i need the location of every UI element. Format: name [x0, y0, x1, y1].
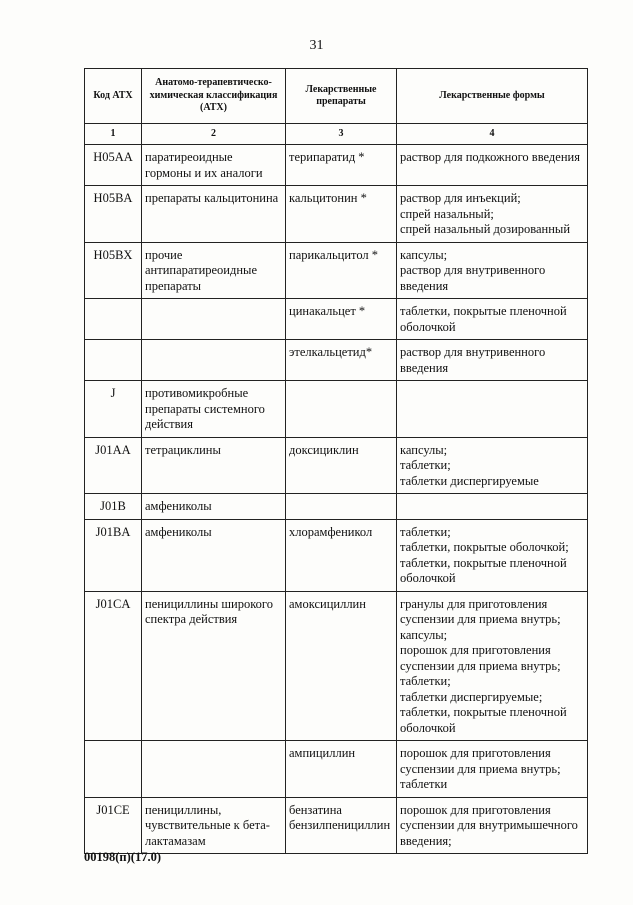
- dosage-forms-cell: гранулы для приготовления суспензии для приема внутрь; капсулы; порошок для приготовления суспензии для приема внутрь; таблетки; таблетки диспергируемые; таблетки, покрытые пленочной оболочкой: [397, 591, 588, 741]
- dosage-forms-cell: [397, 381, 588, 438]
- atx-classification-cell: пенициллины, чувствительные к бета-лактамазам: [142, 797, 286, 854]
- atx-classification-cell: прочие антипаратиреоидные препараты: [142, 242, 286, 299]
- atx-classification-cell: тетрациклины: [142, 437, 286, 494]
- atx-code-cell: J01B: [85, 494, 142, 520]
- dosage-forms-cell: таблетки, покрытые пленочной оболочкой: [397, 299, 588, 340]
- atx-classification-cell: [142, 340, 286, 381]
- drug-name-cell: бензатина бензилпенициллин: [286, 797, 397, 854]
- atx-classification-cell: паратиреоидные гормоны и их аналоги: [142, 145, 286, 186]
- atx-code-cell: J01CE: [85, 797, 142, 854]
- dosage-forms-cell: капсулы; таблетки; таблетки диспергируемые: [397, 437, 588, 494]
- dosage-forms-cell: порошок для приготовления суспензии для внутримышечного введения;: [397, 797, 588, 854]
- drug-name-cell: амоксициллин: [286, 591, 397, 741]
- atx-classification-cell: препараты кальцитонина: [142, 186, 286, 243]
- atx-classification-cell: пенициллины широкого спектра действия: [142, 591, 286, 741]
- atx-code-cell: J01AA: [85, 437, 142, 494]
- atx-code-cell: [85, 741, 142, 798]
- atx-code-cell: H05BX: [85, 242, 142, 299]
- table-row: [85, 741, 588, 798]
- drug-name-cell: доксициклин: [286, 437, 397, 494]
- column-number: 3: [286, 124, 397, 145]
- drug-name-cell: терипаратид *: [286, 145, 397, 186]
- page-number: 31: [309, 38, 324, 53]
- dosage-forms-cell: раствор для внутривенного введения: [397, 340, 588, 381]
- header-atx-classification: Анатомо-терапевтическо-химическая классификация (АТХ): [142, 69, 286, 124]
- dosage-forms-cell: раствор для подкожного введения: [397, 145, 588, 186]
- column-number: 4: [397, 124, 588, 145]
- atx-classification-cell: [142, 741, 286, 798]
- table-row: [85, 299, 588, 340]
- dosage-forms-cell: капсулы; раствор для внутривенного введения: [397, 242, 588, 299]
- column-number: 2: [142, 124, 286, 145]
- drug-name-cell: [286, 381, 397, 438]
- header-dosage-forms: Лекарственные формы: [397, 69, 588, 124]
- table-row: [85, 591, 588, 741]
- atx-code-cell: H05AA: [85, 145, 142, 186]
- document-footer-code: 00198(п)(17.0): [84, 850, 161, 864]
- table-row: [85, 340, 588, 381]
- header-atx-code: Код АТХ: [85, 69, 142, 124]
- atx-classification-cell: амфениколы: [142, 519, 286, 591]
- atx-code-cell: H05BA: [85, 186, 142, 243]
- drug-name-cell: [286, 494, 397, 520]
- atx-classification-cell: амфениколы: [142, 494, 286, 520]
- drug-name-cell: цинакальцет *: [286, 299, 397, 340]
- table-row: [85, 519, 588, 591]
- table-row: [85, 145, 588, 186]
- dosage-forms-cell: порошок для приготовления суспензии для приема внутрь; таблетки: [397, 741, 588, 798]
- atx-code-cell: J01BA: [85, 519, 142, 591]
- table-header-row: [85, 69, 588, 124]
- header-drugs: Лекарственные препараты: [286, 69, 397, 124]
- table-row: [85, 381, 588, 438]
- atx-code-cell: J: [85, 381, 142, 438]
- atx-classification-cell: [142, 299, 286, 340]
- table-row: [85, 797, 588, 854]
- atx-code-cell: [85, 340, 142, 381]
- drug-name-cell: ампициллин: [286, 741, 397, 798]
- table-row: [85, 242, 588, 299]
- atx-code-cell: [85, 299, 142, 340]
- drug-name-cell: хлорамфеникол: [286, 519, 397, 591]
- dosage-forms-cell: раствор для инъекций; спрей назальный; спрей назальный дозированный: [397, 186, 588, 243]
- dosage-forms-cell: [397, 494, 588, 520]
- atx-code-cell: J01CA: [85, 591, 142, 741]
- table-row: [85, 186, 588, 243]
- atx-classification-cell: противомикробные препараты системного действия: [142, 381, 286, 438]
- drug-name-cell: парикальцитол *: [286, 242, 397, 299]
- dosage-forms-cell: таблетки; таблетки, покрытые оболочкой; таблетки, покрытые пленочной оболочкой: [397, 519, 588, 591]
- table-row: [85, 437, 588, 494]
- column-number: 1: [85, 124, 142, 145]
- atx-drug-table: [84, 68, 588, 854]
- column-number-row: [85, 124, 588, 145]
- table-row: [85, 494, 588, 520]
- drug-name-cell: этелкальцетид*: [286, 340, 397, 381]
- drug-name-cell: кальцитонин *: [286, 186, 397, 243]
